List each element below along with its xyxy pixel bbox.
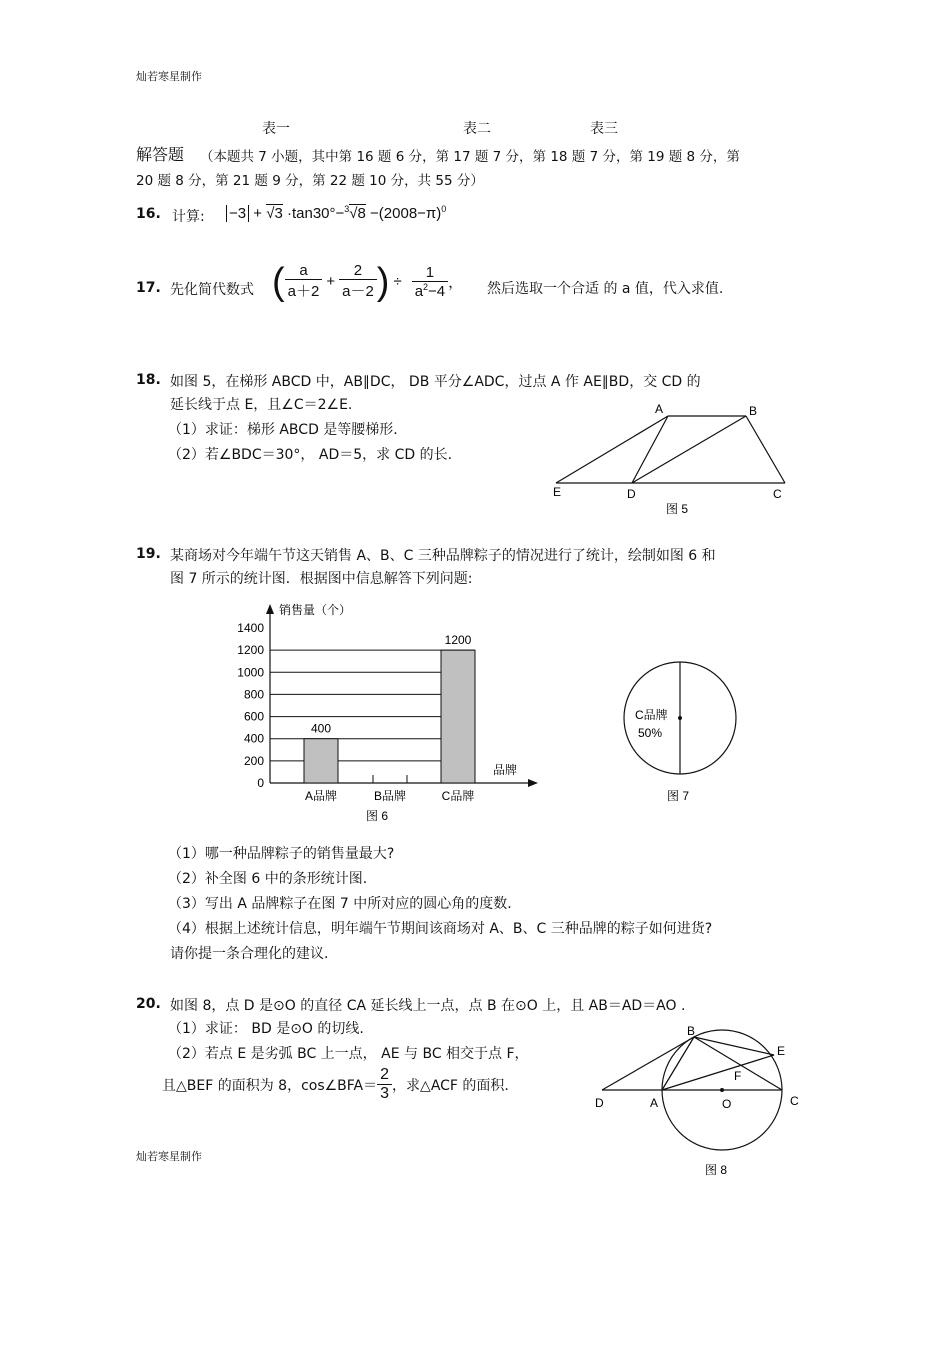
section-desc-line1: （本题共 7 小题，其中第 16 题 6 分，第 17 题 7 分，第 18 题 7 分，第 19 题 8 分，第 [200,149,740,165]
q20-part3 [162,1066,509,1103]
q16-label: 计算: [172,209,205,225]
q16-expression [226,204,446,222]
section-title: 解答题 [136,145,185,164]
chart-ylabel: 销售量（个） [279,603,352,617]
chart-x-axis-arrow [528,779,538,787]
q17-left-paren: ( [272,260,285,303]
q17-fraction2 [339,262,377,301]
fig5-line-BC [746,416,785,483]
q17-fraction3 [412,264,448,300]
q16-cbrt8: √8 [349,205,366,222]
q20-part3-a: 且△BEF 的面积为 8，cos∠BFA＝ [162,1077,378,1094]
chart-xlabel: 品牌 [493,763,518,777]
q16-number: 16. [136,206,161,222]
q20-part1: （1）求证： BD 是⊙O 的切线. [168,1021,364,1037]
q17-f1-numerator: a [285,262,323,280]
q18-part1: （1）求证：梯形 ABCD 是等腰梯形. [168,422,398,438]
q20-frac-num: 2 [377,1066,392,1085]
fig8-center-dot [720,1088,724,1092]
q19-part3: （3）写出 A 品牌粽子在图 7 中所对应的圆心角的度数. [168,896,512,912]
q19-part5: 请你提一条合理化的建议. [170,946,329,962]
pie-caption: 图 7 [667,789,690,803]
q17-label: 先化简代数式 [170,282,254,298]
q16-sqrt-arg: 3 [274,205,283,222]
fig5-label-B: B [749,404,758,418]
q17-fraction1 [285,262,323,301]
fig8-caption: 图 8 [705,1163,728,1177]
q16-abs-value: −3 [226,205,249,222]
fig8-label-D: D [595,1096,604,1110]
pie-pct-c: 50% [638,726,663,740]
q16-exponent: 0 [441,204,447,214]
q17-right-paren: ) [376,260,390,303]
q16-tan-term: ·tan30°− [286,205,345,222]
q16-cbrt-arg: 8 [357,205,366,222]
fig5-caption: 图 5 [666,502,689,516]
q20-frac-den: 3 [380,1085,390,1102]
q17-f2-numerator: 2 [339,262,377,280]
chart-ytick-label: 400 [243,731,264,746]
section-desc-line2: 20 题 8 分，第 21 题 9 分，第 22 题 10 分，共 55 分） [136,173,484,189]
q19-line1: 某商场对今年端午节这天销售 A、B、C 三种品牌粽子的情况进行了统计，绘制如图 6 和 [170,548,716,564]
q19-part4: （4）根据上述统计信息，明年端午节期间该商场对 A、B、C 三种品牌的粽子如何进货? [168,921,713,937]
chart-category-label: C品牌 [441,789,475,803]
q18-part2: （2）若∠BDC＝30°， AD＝5，求 CD 的长. [168,447,453,463]
q20-fraction [377,1066,392,1103]
chart-ytick-label: 200 [243,753,264,768]
q17-expression [272,262,463,301]
fig8-label-O: O [722,1097,732,1111]
figure5-trapezoid [540,398,800,518]
q17-number: 17. [136,280,161,296]
fig5-line-DB [632,416,746,483]
q17-f2-denominator: a－2 [342,283,374,300]
chart-ytick-label: 1000 [237,665,264,680]
chart-ytick-label: 1200 [237,643,264,658]
table-three-label: 表三 [590,121,618,137]
q19-part2: （2）补全图 6 中的条形统计图. [168,871,368,887]
q17-f3-base: a [414,282,424,300]
q17-f3-denominator [412,281,448,300]
fig8-label-C: C [790,1094,799,1108]
figure6-bar-chart [225,598,525,828]
figure7-pie-chart [615,655,745,815]
fig5-label-C: C [773,487,782,501]
chart-ytick-label: 800 [243,687,264,702]
fig8-line-AE [662,1055,774,1090]
header-watermark: 灿若寒星制作 [136,70,202,83]
q19-part1: （1）哪一种品牌粽子的销售量最大? [168,846,395,862]
q16-cube-index: 3 [344,204,350,214]
chart-caption: 图 6 [366,809,389,823]
q17-comma: ， [448,274,464,291]
chart-ytick-label: 1400 [237,621,264,635]
footer-watermark: 灿若寒星制作 [136,1150,202,1163]
table-one-label: 表一 [262,121,290,137]
q16-power-term: −(2008−π) [370,205,442,222]
q18-line1: 如图 5，在梯形 ABCD 中，AB∥DC， DB 平分∠ADC，过点 A 作 AE∥BD，交 CD 的 [170,374,701,390]
q20-part2: （2）若点 E 是劣弧 BC 上一点， AE 与 BC 相交于点 F， [168,1046,529,1062]
chart-data-label: 400 [310,721,332,736]
q17-f3-exponent: 2 [423,281,429,292]
chart-category-label: B品牌 [373,789,407,803]
figure8-circle [590,1022,810,1182]
fig5-label-A: A [655,402,664,416]
fig5-line-EA [556,416,668,483]
fig8-label-F: F [734,1069,742,1083]
q16-plus: + [253,205,263,222]
q17-f1-denominator: a＋2 [287,283,320,300]
q17-tail: 然后选取一个合适 的 a 值，代入求值. [487,281,724,297]
q20-line1: 如图 8，点 D 是⊙O 的直径 CA 延长线上一点，点 B 在⊙O 上，且 AB＝AD＝AO . [170,998,686,1014]
q17-f3-minus4: −4 [428,282,446,300]
q18-number: 18. [136,372,161,388]
q18-line2: 延长线于点 E，且∠C＝2∠E. [170,397,353,413]
chart-category-label: A品牌 [304,789,338,803]
pie-label-c: C品牌 [635,708,668,722]
chart-y-axis-arrow [266,604,274,614]
q16-sqrt3: √3 [266,205,283,222]
fig8-label-E: E [777,1044,786,1058]
chart-ytick-label: 0 [257,776,264,790]
fig8-label-B: B [687,1024,696,1038]
q17-plus: + [326,273,336,290]
table-two-label: 表二 [463,121,491,137]
q20-part3-b: ，求△ACF 的面积. [392,1077,509,1094]
q19-line2: 图 7 所示的统计图．根据图中信息解答下列问题: [170,571,473,587]
chart-ytick-label: 600 [243,709,264,724]
fig8-label-A: A [650,1096,659,1110]
q19-number: 19. [136,546,161,562]
q17-f3-numerator: 1 [425,263,435,281]
chart-bar [304,739,338,783]
chart-bar [441,650,475,783]
fig5-label-E: E [553,485,562,499]
chart-data-label: 1200 [444,633,472,648]
q17-divide: ÷ [393,273,402,290]
pie-center [678,716,682,720]
q20-number: 20. [136,996,161,1012]
fig8-line-DB [602,1037,694,1090]
fig5-label-D: D [627,487,636,501]
